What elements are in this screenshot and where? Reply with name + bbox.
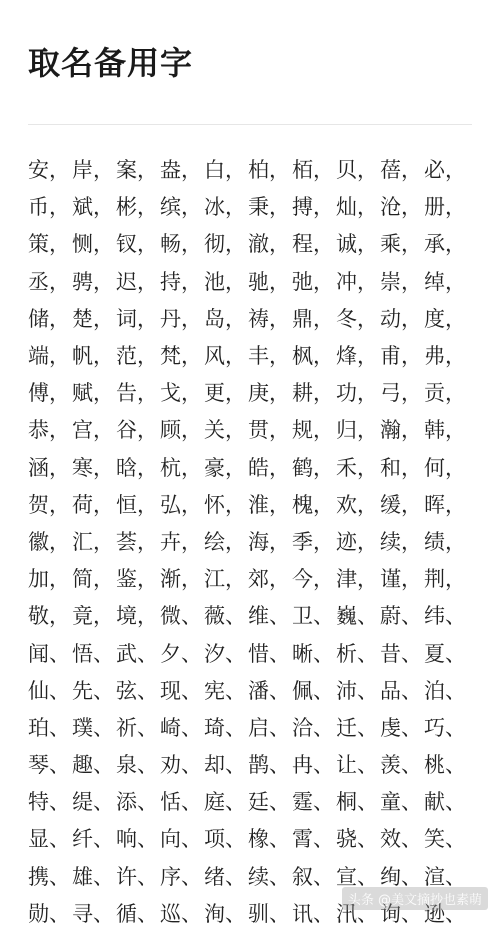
name-character: 夕、 [160, 641, 202, 666]
name-character: 恻， [72, 232, 114, 257]
name-character: 勋、 [28, 901, 70, 926]
name-character: 逊、 [424, 901, 466, 926]
name-character: 仙、 [28, 678, 70, 703]
name-character: 岸， [72, 158, 114, 183]
name-character: 响、 [116, 827, 158, 852]
name-character: 绪、 [204, 864, 246, 889]
char-row [28, 524, 468, 561]
name-character: 让、 [336, 753, 378, 778]
name-character: 续、 [248, 864, 290, 889]
name-character: 季， [292, 529, 334, 554]
name-character: 纬、 [424, 604, 466, 629]
name-character: 徽， [28, 529, 70, 554]
char-row [28, 152, 468, 189]
name-character: 祷， [248, 306, 290, 331]
name-character: 蔚、 [380, 604, 422, 629]
name-character: 昔、 [380, 641, 422, 666]
name-character: 先、 [72, 678, 114, 703]
name-character: 归， [336, 418, 378, 443]
name-character: 荆， [424, 567, 466, 592]
name-character: 鉴， [116, 567, 158, 592]
name-character: 楚， [72, 306, 114, 331]
name-character: 羡、 [380, 753, 422, 778]
name-character: 骁、 [336, 827, 378, 852]
name-character: 枫， [292, 344, 334, 369]
name-character: 丞， [28, 269, 70, 294]
name-character: 微、 [160, 604, 202, 629]
char-row [28, 301, 468, 338]
name-character: 冰， [204, 195, 246, 220]
name-character: 乘， [380, 232, 422, 257]
name-character: 武、 [116, 641, 158, 666]
name-character: 霄、 [292, 827, 334, 852]
name-character: 荷， [72, 492, 114, 517]
name-character: 虔、 [380, 715, 422, 740]
name-character: 璞、 [72, 715, 114, 740]
name-character: 携、 [28, 864, 70, 889]
name-character: 讯、 [292, 901, 334, 926]
name-character: 斌， [72, 195, 114, 220]
name-character: 劝、 [160, 753, 202, 778]
name-character: 灿， [336, 195, 378, 220]
name-character: 柏， [248, 158, 290, 183]
name-character: 词， [116, 306, 158, 331]
name-character: 更， [204, 381, 246, 406]
name-character: 笑、 [424, 827, 466, 852]
name-character: 池， [204, 269, 246, 294]
name-character: 竟， [72, 604, 114, 629]
name-character: 显、 [28, 827, 70, 852]
name-character: 序、 [160, 864, 202, 889]
name-character: 迁、 [336, 715, 378, 740]
char-row [28, 189, 468, 226]
char-row [28, 338, 468, 375]
name-character: 维、 [248, 604, 290, 629]
name-character: 绰， [424, 269, 466, 294]
name-character: 宣、 [336, 864, 378, 889]
name-character: 缓， [380, 492, 422, 517]
name-character: 持， [160, 269, 202, 294]
name-character: 搏， [292, 195, 334, 220]
name-character: 境， [116, 604, 158, 629]
name-character: 迟， [116, 269, 158, 294]
name-character: 巍、 [336, 604, 378, 629]
name-character: 淮， [248, 492, 290, 517]
name-character: 寻、 [72, 901, 114, 926]
name-character: 畅， [160, 232, 202, 257]
page-title: 取名备用字 [28, 44, 194, 82]
char-row [28, 784, 468, 821]
name-character: 储， [28, 306, 70, 331]
name-character: 丹， [160, 306, 202, 331]
name-character: 秉， [248, 195, 290, 220]
name-character: 何， [424, 455, 466, 480]
name-character: 贺， [28, 492, 70, 517]
name-character: 析、 [336, 641, 378, 666]
watermark: 头条 @美文摘抄也素萌 [342, 887, 488, 910]
name-character: 恒， [116, 492, 158, 517]
name-character: 丰， [248, 344, 290, 369]
name-character: 珀、 [28, 715, 70, 740]
name-character: 汐、 [204, 641, 246, 666]
char-row [28, 673, 468, 710]
name-character: 添、 [116, 790, 158, 815]
name-character: 巡、 [160, 901, 202, 926]
name-character: 鼎， [292, 306, 334, 331]
char-row [28, 264, 468, 301]
name-character: 傅， [28, 381, 70, 406]
name-character: 琴、 [28, 753, 70, 778]
name-character: 洵、 [204, 901, 246, 926]
name-character: 今， [292, 567, 334, 592]
name-character: 贝， [336, 158, 378, 183]
name-character: 江， [204, 567, 246, 592]
name-character: 告， [116, 381, 158, 406]
name-character: 效、 [380, 827, 422, 852]
name-character: 琦、 [204, 715, 246, 740]
name-character: 汇， [72, 529, 114, 554]
name-character: 宪、 [204, 678, 246, 703]
name-character: 安， [28, 158, 70, 183]
name-character: 栢， [292, 158, 334, 183]
name-character: 彬， [116, 195, 158, 220]
name-character: 功， [336, 381, 378, 406]
name-character: 桐、 [336, 790, 378, 815]
name-character: 贡， [424, 381, 466, 406]
name-character: 缤， [160, 195, 202, 220]
name-character: 纤、 [72, 827, 114, 852]
name-character: 海， [248, 529, 290, 554]
name-character: 弓， [380, 381, 422, 406]
name-character: 童、 [380, 790, 422, 815]
name-character: 宫， [72, 418, 114, 443]
name-character: 禾， [336, 455, 378, 480]
name-character: 向、 [160, 827, 202, 852]
name-character: 特、 [28, 790, 70, 815]
name-character: 和， [380, 455, 422, 480]
name-character: 加， [28, 567, 70, 592]
name-character: 晗， [116, 455, 158, 480]
name-character: 绚、 [380, 864, 422, 889]
name-character: 绘， [204, 529, 246, 554]
name-character: 怀， [204, 492, 246, 517]
name-character: 佩、 [292, 678, 334, 703]
name-character: 询、 [380, 901, 422, 926]
name-character: 趣、 [72, 753, 114, 778]
name-character: 戈， [160, 381, 202, 406]
name-character: 弛， [292, 269, 334, 294]
name-character: 币， [28, 195, 70, 220]
name-character: 晖， [424, 492, 466, 517]
name-character: 恬、 [160, 790, 202, 815]
name-character: 渐， [160, 567, 202, 592]
name-character: 白， [204, 158, 246, 183]
title-divider [28, 124, 472, 125]
name-character: 庭、 [204, 790, 246, 815]
char-row [28, 747, 468, 784]
name-character: 冬， [336, 306, 378, 331]
name-character: 涵， [28, 455, 70, 480]
name-character: 泊、 [424, 678, 466, 703]
name-character: 盎， [160, 158, 202, 183]
name-character: 沧， [380, 195, 422, 220]
char-row [28, 635, 468, 672]
name-character: 杭， [160, 455, 202, 480]
name-character: 策， [28, 232, 70, 257]
name-character: 甫， [380, 344, 422, 369]
name-character: 皓， [248, 455, 290, 480]
name-character: 现、 [160, 678, 202, 703]
name-character: 鹤， [292, 455, 334, 480]
name-character: 骋， [72, 269, 114, 294]
name-character: 欢， [336, 492, 378, 517]
name-character: 闻、 [28, 641, 70, 666]
name-character: 槐， [292, 492, 334, 517]
name-character: 豪， [204, 455, 246, 480]
name-character: 弦、 [116, 678, 158, 703]
name-character: 鹊、 [248, 753, 290, 778]
name-character: 澈， [248, 232, 290, 257]
name-character: 彻， [204, 232, 246, 257]
name-character: 诚， [336, 232, 378, 257]
name-character: 驰， [248, 269, 290, 294]
name-character: 崇， [380, 269, 422, 294]
name-character: 顾， [160, 418, 202, 443]
char-row [28, 412, 468, 449]
name-character: 崎、 [160, 715, 202, 740]
name-character: 冉、 [292, 753, 334, 778]
name-character: 缇、 [72, 790, 114, 815]
name-character: 规， [292, 418, 334, 443]
name-character: 冲， [336, 269, 378, 294]
name-character: 却、 [204, 753, 246, 778]
name-character: 巧、 [424, 715, 466, 740]
name-character: 启、 [248, 715, 290, 740]
char-row [28, 561, 468, 598]
name-character: 潘、 [248, 678, 290, 703]
name-character: 许、 [116, 864, 158, 889]
name-character: 迹， [336, 529, 378, 554]
char-row [28, 487, 468, 524]
name-character: 程， [292, 232, 334, 257]
name-character: 绩， [424, 529, 466, 554]
name-character: 品、 [380, 678, 422, 703]
name-character: 梵， [160, 344, 202, 369]
name-character: 项、 [204, 827, 246, 852]
name-character: 晰、 [292, 641, 334, 666]
name-character: 端， [28, 344, 70, 369]
name-character: 赋， [72, 381, 114, 406]
name-character: 献、 [424, 790, 466, 815]
name-character: 汛、 [336, 901, 378, 926]
name-character: 泉、 [116, 753, 158, 778]
name-character: 渲、 [424, 864, 466, 889]
name-character: 必， [424, 158, 466, 183]
name-character: 度， [424, 306, 466, 331]
name-character: 薇、 [204, 604, 246, 629]
name-character: 庚， [248, 381, 290, 406]
name-character: 祈、 [116, 715, 158, 740]
name-character: 风， [204, 344, 246, 369]
name-character: 关， [204, 418, 246, 443]
name-character: 承， [424, 232, 466, 257]
name-character: 弘， [160, 492, 202, 517]
name-character: 桃、 [424, 753, 466, 778]
name-character: 烽， [336, 344, 378, 369]
name-character: 动， [380, 306, 422, 331]
name-character: 恭， [28, 418, 70, 443]
name-character: 叙、 [292, 864, 334, 889]
character-grid [28, 152, 468, 933]
name-character: 帆， [72, 344, 114, 369]
name-character: 蓓， [380, 158, 422, 183]
name-character: 夏、 [424, 641, 466, 666]
char-row [28, 375, 468, 412]
name-character: 橡、 [248, 827, 290, 852]
name-character: 敬， [28, 604, 70, 629]
name-character: 卫、 [292, 604, 334, 629]
name-character: 瀚， [380, 418, 422, 443]
char-row [28, 821, 468, 858]
name-character: 洽、 [292, 715, 334, 740]
name-character: 弗， [424, 344, 466, 369]
name-character: 卉， [160, 529, 202, 554]
name-character: 贯， [248, 418, 290, 443]
char-row [28, 598, 468, 635]
name-character: 沛、 [336, 678, 378, 703]
name-character: 荟， [116, 529, 158, 554]
name-character: 案， [116, 158, 158, 183]
name-character: 悟、 [72, 641, 114, 666]
name-character: 钗， [116, 232, 158, 257]
char-row [28, 710, 468, 747]
name-character: 谨， [380, 567, 422, 592]
name-character: 津， [336, 567, 378, 592]
name-character: 韩， [424, 418, 466, 443]
char-row [28, 226, 468, 263]
name-character: 惜、 [248, 641, 290, 666]
name-character: 简， [72, 567, 114, 592]
name-character: 循、 [116, 901, 158, 926]
name-character: 郊， [248, 567, 290, 592]
char-row [28, 450, 468, 487]
name-character: 册， [424, 195, 466, 220]
name-character: 谷， [116, 418, 158, 443]
name-character: 驯、 [248, 901, 290, 926]
name-character: 寒， [72, 455, 114, 480]
name-character: 雄、 [72, 864, 114, 889]
name-character: 岛， [204, 306, 246, 331]
name-character: 续， [380, 529, 422, 554]
name-character: 廷、 [248, 790, 290, 815]
name-character: 霆、 [292, 790, 334, 815]
name-character: 耕， [292, 381, 334, 406]
name-character: 范， [116, 344, 158, 369]
